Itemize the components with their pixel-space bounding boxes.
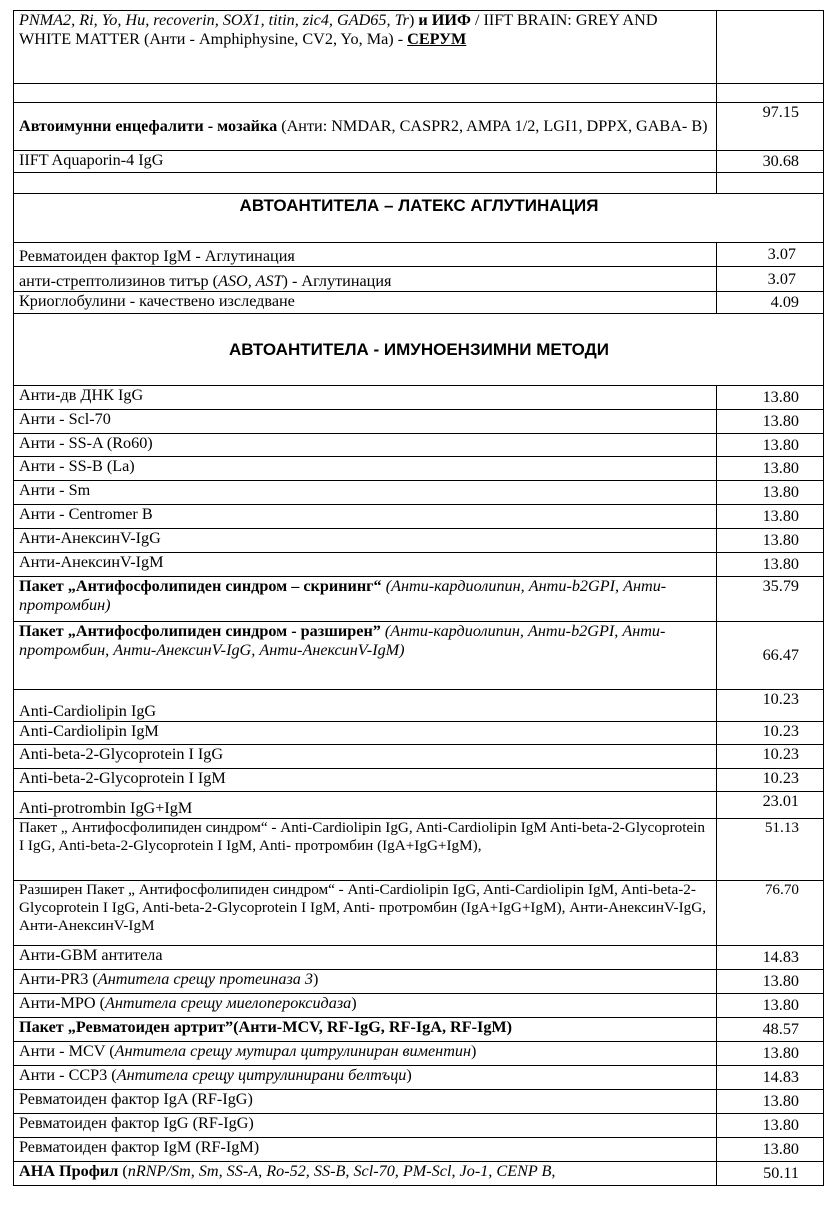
test-name-cell (14, 994, 717, 1018)
price-cell: 35.79 (717, 577, 824, 622)
text-run: Анти - Centromer B (19, 505, 153, 523)
test-name-cell (14, 103, 717, 151)
price-cell: 23.01 (717, 792, 824, 819)
text-run: Анти - MCV ( (19, 1042, 115, 1060)
section-header: АВТОАНТИТЕЛА - ИМУНОЕНЗИМНИ МЕТОДИ (14, 314, 824, 386)
table-row (14, 151, 824, 173)
table-row (14, 553, 824, 577)
table-row (14, 1114, 824, 1138)
price-cell: 14.83 (717, 1066, 824, 1090)
test-name-cell (14, 1162, 717, 1186)
section-header: АВТОАНТИТЕЛА – ЛАТЕКС АГЛУТИНАЦИЯ (14, 194, 824, 243)
text-run: ) (471, 1042, 477, 1060)
table-row (14, 1138, 824, 1162)
text-run: и ИИФ (418, 11, 471, 29)
table-row (14, 622, 824, 690)
text-run: Anti-beta-2-Glycoprotein I IgM (19, 769, 226, 787)
test-name-cell (14, 267, 717, 292)
price-cell: 4.09 (717, 292, 824, 314)
test-name-cell (14, 457, 717, 481)
test-name-cell (14, 690, 717, 722)
text-run: ( (118, 1162, 128, 1180)
price-cell: 76.70 (717, 881, 824, 946)
text-run: PNMA2, Ri, Yo, Hu, recoverin, SOX1, titin, zic4, GAD65, Tr (19, 11, 409, 29)
price-cell: 3.07 (717, 243, 824, 267)
text-run: Анти - SS-B (La) (19, 457, 135, 475)
table-row (14, 1018, 824, 1042)
table-row (14, 994, 824, 1018)
table-row (14, 769, 824, 792)
test-name-cell (14, 1138, 717, 1162)
test-name-cell (14, 819, 717, 881)
text-run: Анти - CCP3 ( (19, 1066, 117, 1084)
price-cell: 3.07 (717, 267, 824, 292)
test-name-cell (14, 481, 717, 505)
table-row (14, 690, 824, 722)
text-run: Ревматоиден фактор IgM (RF-IgM) (19, 1138, 260, 1156)
price-cell: 48.57 (717, 1018, 824, 1042)
text-run: ASO, AST (218, 272, 283, 290)
test-name-cell (14, 505, 717, 529)
text-run: (Анти-кардиолипин, Анти-b2GPI, Анти-протромбин) (19, 577, 667, 614)
test-name-cell (14, 1114, 717, 1138)
text-run: СЕРУМ (407, 30, 467, 48)
table-row (14, 1066, 824, 1090)
table-row (14, 792, 824, 819)
table-row (14, 529, 824, 553)
price-cell: 13.80 (717, 457, 824, 481)
table-row (14, 434, 824, 457)
section-header-row (14, 194, 824, 243)
section-header-row (14, 314, 824, 386)
price-cell: 13.80 (717, 505, 824, 529)
test-name-cell (14, 173, 717, 194)
text-run: Anti-beta-2-Glycoprotein I IgG (19, 745, 224, 763)
text-run: Антитела срещу протеиназа 3 (97, 970, 314, 988)
price-list-table (13, 10, 824, 1186)
test-name-cell (14, 577, 717, 622)
text-run: Anti-Cardiolipin IgM (19, 722, 159, 740)
text-run: (Анти-кардиолипин, Анти-b2GPI, Анти-протромбин, Анти-АнексинV-IgG, Анти-АнексинV-IgM) (19, 622, 666, 659)
text-run: (Анти: NMDAR, CASPR2, AMPA 1/2, LGI1, DPPX, GABA- B) (277, 117, 708, 135)
table-row (14, 243, 824, 267)
test-name-cell (14, 386, 717, 410)
test-name-cell (14, 84, 717, 103)
table-row (14, 386, 824, 410)
text-run: Анти-АнексинV-IgG (19, 529, 161, 547)
table-row (14, 946, 824, 970)
price-cell: 13.80 (717, 1042, 824, 1066)
text-run: Антитела срещу мутирал цитрулиниран виментин (114, 1042, 472, 1060)
test-name-cell (14, 970, 717, 994)
price-cell (717, 84, 824, 103)
price-cell: 10.23 (717, 745, 824, 769)
test-name-cell (14, 434, 717, 457)
table-row (14, 577, 824, 622)
price-cell: 66.47 (717, 622, 824, 690)
table-row (14, 457, 824, 481)
price-cell: 50.11 (717, 1162, 824, 1186)
text-run: Анти-GBM антитела (19, 946, 163, 964)
text-run: ) - Аглутинация (282, 272, 392, 290)
text-run: ) (351, 994, 357, 1012)
price-cell: 13.80 (717, 994, 824, 1018)
test-name-cell (14, 1018, 717, 1042)
price-cell: 13.80 (717, 529, 824, 553)
text-run: анти-стрептолизинов титър ( (19, 272, 219, 290)
text-run: Пакет „Ревматоиден артрит”(Анти-MCV, RF-IgG, RF-IgA, RF-IgM) (19, 1018, 513, 1036)
test-name-cell (14, 151, 717, 173)
table-row (14, 881, 824, 946)
price-cell: 10.23 (717, 690, 824, 722)
text-run: Криоглобулини - качествено изследване (19, 292, 295, 310)
text-run: Антитела срещу миелопероксидаза (105, 994, 352, 1012)
table-row (14, 103, 824, 151)
price-cell: 51.13 (717, 819, 824, 881)
test-name-cell (14, 722, 717, 745)
table-row (14, 1042, 824, 1066)
text-run: Антитела срещу цитрулинирани белтъци (116, 1066, 407, 1084)
text-run: ) (406, 1066, 412, 1084)
table-row (14, 292, 824, 314)
text-run: Анти - Scl-70 (19, 410, 111, 428)
text-run: nRNP/Sm, Sm, SS-A, Ro-52, SS-B, Scl-70, PM-Scl, Jo-1, CENP B, (127, 1162, 556, 1180)
price-cell: 13.80 (717, 1114, 824, 1138)
table-row (14, 505, 824, 529)
price-cell: 13.80 (717, 481, 824, 505)
table-row (14, 819, 824, 881)
text-run: Анти - Sm (19, 481, 91, 499)
text-run: Анти-дв ДНК IgG (19, 386, 144, 404)
price-cell: 13.80 (717, 1090, 824, 1114)
test-name-cell (14, 622, 717, 690)
test-name-cell (14, 1090, 717, 1114)
table-row (14, 722, 824, 745)
test-name-cell (14, 11, 717, 84)
price-cell: 13.80 (717, 553, 824, 577)
test-name-cell (14, 553, 717, 577)
table-row (14, 1162, 824, 1186)
text-run: Anti-Cardiolipin IgG (19, 702, 157, 720)
test-name-cell (14, 1042, 717, 1066)
text-run: Разширен Пакет „ Антифосфолипиден синдром“ - Anti-Cardiolipin IgG, Anti-Cardiolipin IgM, Anti-beta-2-Glycoprotein I IgG, Anti-beta-2-Glycoprotein I IgM, Anti- протромбин (IgA+IgG+IgM), Анти-АнексинV-IgG, Анти-АнексинV-IgM (19, 881, 707, 934)
price-cell (717, 11, 824, 84)
text-run: Анти-MPO ( (19, 994, 106, 1012)
price-cell (717, 173, 824, 194)
price-cell: 14.83 (717, 946, 824, 970)
table-row (14, 481, 824, 505)
price-cell: 10.23 (717, 769, 824, 792)
text-run: Автоимунни енцефалити - мозайка (19, 117, 278, 135)
price-cell: 13.80 (717, 434, 824, 457)
text-run: Пакет „Антифосфолипиден синдром – скрининг“ (19, 577, 382, 595)
price-cell: 10.23 (717, 722, 824, 745)
text-run: Anti-protrombin IgG+IgM (19, 799, 193, 817)
test-name-cell (14, 410, 717, 434)
text-run: IIFT Aquaporin-4 IgG (19, 151, 164, 169)
text-run: АНА Профил (19, 1162, 119, 1180)
price-cell: 13.80 (717, 1138, 824, 1162)
text-run: Ревматоиден фактор IgA (RF-IgG) (19, 1090, 253, 1108)
test-name-cell (14, 946, 717, 970)
text-run: Анти-PR3 ( (19, 970, 98, 988)
text-run: Анти - SS-A (Ro60) (19, 434, 153, 452)
test-name-cell (14, 792, 717, 819)
test-name-cell (14, 881, 717, 946)
text-run: Ревматоиден фактор IgG (RF-IgG) (19, 1114, 254, 1132)
price-cell: 13.80 (717, 386, 824, 410)
price-cell: 13.80 (717, 970, 824, 994)
test-name-cell (14, 529, 717, 553)
test-name-cell (14, 243, 717, 267)
table-row (14, 970, 824, 994)
price-cell: 97.15 (717, 103, 824, 151)
table-row (14, 1090, 824, 1114)
table-row (14, 410, 824, 434)
text-run: ) (313, 970, 319, 988)
table-row-empty (14, 84, 824, 103)
text-run: Анти-АнексинV-IgM (19, 553, 164, 571)
test-name-cell (14, 745, 717, 769)
text-run: Пакет „Антифосфолипиден синдром - разширен” (19, 622, 381, 640)
table-row (14, 11, 824, 84)
text-run: ) (408, 11, 419, 29)
table-row (14, 267, 824, 292)
text-run: / IIFT BRAIN: GREY AND WHITE MATTER (Анти - Amphiphysine, CV2, Yo, Ma) - (19, 11, 658, 48)
price-cell: 30.68 (717, 151, 824, 173)
test-name-cell (14, 769, 717, 792)
test-name-cell (14, 1066, 717, 1090)
price-cell: 13.80 (717, 410, 824, 434)
text-run: Пакет „ Антифосфолипиден синдром“ - Anti-Cardiolipin IgG, Anti-Cardiolipin IgM Anti-beta-2-Glycoprotein I IgG, Anti-beta-2-Glycoprotein I IgM, Anti- протромбин (IgA+IgG+IgM), (19, 819, 705, 854)
table-row-empty (14, 173, 824, 194)
text-run: Ревматоиден фактор IgM - Аглутинация (19, 247, 295, 265)
test-name-cell (14, 292, 717, 314)
table-row (14, 745, 824, 769)
